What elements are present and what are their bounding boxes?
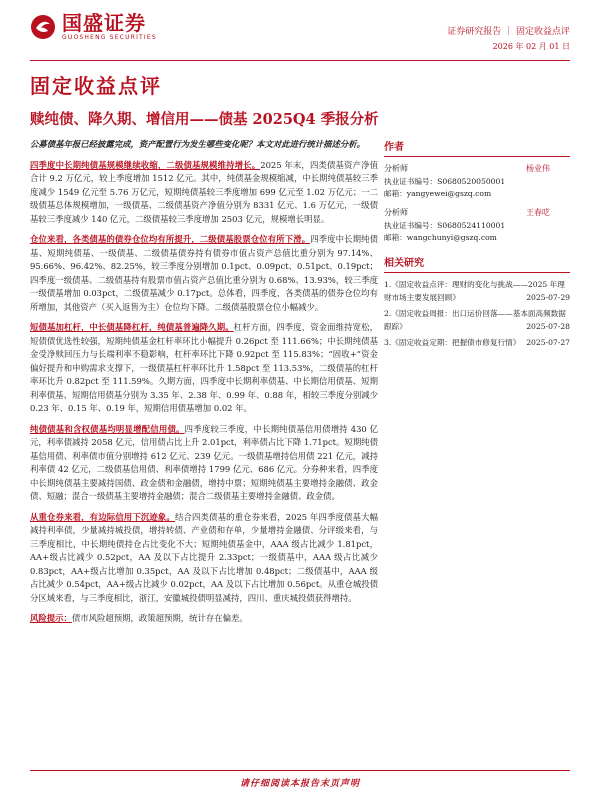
paragraph-text: 结合四类债基的重仓券来看，2025 年四季度债基大幅减持利率债，少量减持城投债，增持转债、产业债和存单，少量增持金融债、分评级来看，与三季度相比，中长期纯债持仓占比变化不大；短期纯债基金中，AAA 级占比减少 1.81pct，AA+级占比减少 0.52pct，AA 及以下占比提升 2.33pct；一级债基中，AAA 级占比减少 0.83pct，AA+级占比增加 0.35pct，AA 及以下占比增加 0.48pct；二级债基中，AAA 级占比减少 0.54pct，AA+级占比减少 0.02pct，AA 及以下占比增加 0.56pct。从重仓城投债分区域来看，与三季度相比，浙江，安徽城投债明显减持，四川、重庆城投债获得增持。 [30,511,378,603]
report-category-tags: 证券研究报告 ｜ 固定收益点评 [447,27,570,37]
logo-icon [30,14,56,40]
report-date: 2026 年 02 月 01 日 [492,42,570,51]
body-paragraph [30,321,378,416]
risk-label: 风险提示： [30,613,72,623]
logo-name: 国盛证券 [62,11,146,35]
paragraph-highlight: 纯债债基和含权债基均明显增配信用债。 [30,423,185,434]
paragraph-highlight: 仓位来看，各类债基的债券仓位均有所提升，二级债基股票仓位有所下滑。 [30,234,311,244]
paragraph-text: 四季度较三季度，中长期纯债基信用债增持 430 亿元，利率债减持 2058 亿元，信用债占比上升 2.01pct，利率债占比下降 1.71pct。短期纯债基信用债、利率债市值分别增持 612 亿元、239 亿元。一级债基增持信用债 221 亿元，减持利率债 42 亿元，二级债基信用债、利率债增持 1799 亿元、686 亿元。分券种来看，四季度中长期纯债基主要减持国债、政金债和金融债，增持中票；短期纯债基主要增持金融债、政金债、短融；混合一级债基主要增持金融债；混合二级债基主要增持金融债、政金债。 [30,423,379,501]
related-report-date: 2025-07-27 [526,338,570,347]
analyst-cert: 执业证书编号：S0680524110001 [384,221,506,230]
footer-divider [30,770,570,771]
analyst-card [384,206,570,244]
analyst-email[interactable]: 邮箱：yangyewei@gszq.com [384,189,492,198]
related-report-item[interactable] [384,307,570,333]
analyst-name: 王春呓 [526,208,550,217]
author-heading: 作者 [384,138,570,157]
related-research-heading: 相关研究 [384,254,570,273]
sidebar [384,138,570,352]
main-body [30,138,378,626]
related-report-title[interactable]: 2.《固定收益周报：出口运价回落——基本面高频数据跟踪》 [384,309,566,331]
paragraph-text: 2025 年末，四类债基资产净值合计 9.2 万亿元，较上季度增加 1512 亿元。其中，纯债基金规模缩减，中长期纯债基较三季度减少 1549 亿元至 5.76 万亿元，短期纯债基较三季度增加 699 亿元至 1.02 万亿元；一二级债基总体规模增加，一级债基、二级债基资产净值分别为 8331 亿元、1.6 万亿元，一级债基较三季度减少 140 亿元，二级债基较三季度增加 2503 亿元，规模增长明显。 [30,159,379,224]
brand-logo [30,12,157,42]
risk-warning [30,612,378,626]
related-report-title[interactable]: 3.《固定收益定期：把握债市修复行情》 [384,338,521,347]
report-type: 固定收益点评 [30,74,162,98]
footer-disclaimer: 请仔细阅读本报告末页声明 [239,779,360,789]
page-header [30,12,570,62]
paragraph-text: 杠杆方面，四季度，资金面维持宽松，短债债优选性较强，短期纯债基金杠杆率环比小幅提升 0.26pct 至 111.66%；中长期纯债基金受净赎回压力与长端利率不稳影响，杠杆率环比下降 0.92pct 至 115.83%；“固收+”资金偏好提升和申购需求支撑下，一级债基杠杆率环比升 1.58pct 至 113.53%，二级债基的杠杆率环比升 0.82pct 至 111.59%。久期方面，四季度中长期利率债基、中长期信用债基、短期利率债基、短期信用债基分别为 3.35 年、2.38 年、0.99 年、0.88 年，相较三季度分别减少 0.23 年、0.15 年、0.19 年，短期信用债基增加 0.02 年。 [30,322,379,413]
paragraph-highlight: 从重仓券来看，有边际信用下沉迹象。 [30,511,175,522]
related-report-date: 2025-07-28 [526,322,570,331]
related-report-item[interactable] [384,336,570,349]
risk-text: 债市风险超预期，政策超预期，统计存在偏差。 [71,613,248,623]
related-report-item[interactable] [384,278,570,304]
related-report-date: 2025-07-29 [526,293,570,302]
analyst-name: 杨业伟 [526,164,550,173]
intro-paragraph: 公募债基年报已经披露完成，资产配置行为发生哪些变化呢？本文对此进行统计描述分析。 [30,139,365,149]
analyst-role: 分析师 [384,208,408,217]
analyst-email[interactable]: 邮箱：wangchunyi@gszq.com [384,233,497,242]
paragraph-highlight: 短债基加杠杆，中长债基降杠杆，纯债基普遍降久期。 [30,322,234,332]
analyst-card [384,162,570,200]
body-paragraph [30,511,378,606]
body-paragraph [30,423,378,504]
paragraph-text: 四季度中长期纯债基、短期纯债基、一级债基、二级债基债券持有债券市值占资产总值比重分别为 97.14%、95.66%、96.42%、82.25%，较三季度分别增加 0.1pct、0.09pct、0.51pct、0.19pct；四季度一级债基、二级债基持有股票市值占资产总值比重分别为 0.68%、13.93%，较三季度一级债基增加 0.03pct，二级债基减少 0.17pct。总体看，四季度，各类债基的债券仓位均有所增加，其他资产（买入返售为主）仓位均下降。二级债基股票仓位小幅减少。 [30,234,379,312]
analyst-role: 分析师 [384,164,408,173]
analyst-cert: 执业证书编号：S0680520050001 [384,177,506,186]
paragraph-highlight: 四季度中长期纯债基规模继续收缩，二级债基规模维持增长。 [30,159,261,170]
report-title: 赎纯债、降久期、增信用——债基 2025Q4 季报分析 [30,111,379,128]
body-paragraph [30,233,378,314]
related-report-title[interactable]: 1.《固定收益点评：理财的变化与挑战——2025 年理财市场主要发展回顾》 [384,280,565,302]
header-divider [30,60,570,61]
body-paragraph [30,159,378,227]
logo-english-name: GUOSHENG SECURITIES [62,34,157,41]
